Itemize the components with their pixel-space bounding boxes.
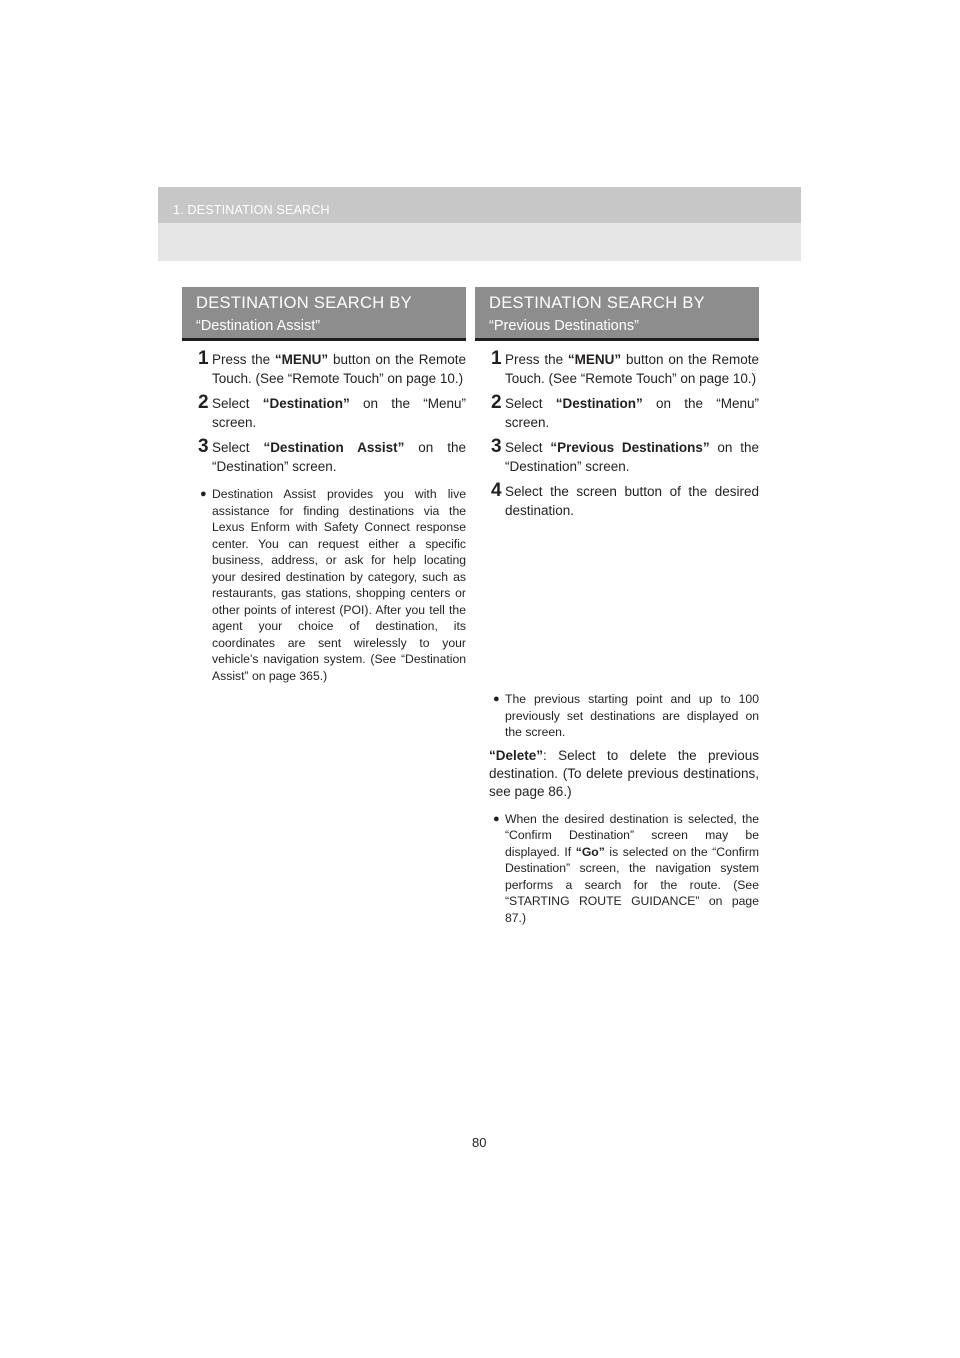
step-text (505, 350, 759, 388)
step-number: 2 (198, 392, 209, 413)
step-text (505, 394, 759, 432)
left-step-1 (182, 350, 466, 388)
left-steps (182, 350, 466, 476)
step-post: button on the Remote Touch. (See “Remote Touch” on page 10.) (505, 352, 759, 386)
bullet-icon: ● (493, 812, 500, 825)
left-note (182, 486, 466, 684)
step-post: button on the Remote Touch. (See “Remote Touch” on page 10.) (212, 352, 466, 386)
step-pre: Select the screen button of the desired destination. (505, 484, 759, 518)
left-step-2 (182, 394, 466, 432)
right-section-title (475, 287, 759, 341)
step-text (212, 350, 466, 388)
left-section-title (182, 287, 466, 341)
right-title-line2: “Previous Destinations” (489, 318, 639, 334)
step-pre: Select (212, 396, 263, 411)
note-post: is selected on the “Confirm Destination” screen, the navigation system performs a search for the route. (See “STARTING ROUTE GUIDANCE” on page 87.) (505, 844, 759, 925)
section-label: 1. DESTINATION SEARCH (173, 203, 330, 217)
step-number: 3 (198, 436, 209, 457)
page-number: 80 (472, 1135, 487, 1150)
left-column (182, 287, 466, 689)
step-pre: Select (505, 396, 556, 411)
note-text: The previous starting point and up to 100 previously set destinations are displayed on the screen. (505, 692, 759, 739)
step-number: 4 (491, 480, 502, 501)
right-notes-2 (475, 811, 759, 927)
delete-text: : Select to delete the previous destination. (To delete previous destinations, see page 86.) (489, 747, 759, 799)
left-title-line1: DESTINATION SEARCH BY (196, 294, 412, 312)
step-pre: Select (212, 440, 264, 455)
step-number: 1 (198, 348, 209, 369)
step-post: on the “Menu” screen. (212, 396, 466, 430)
right-step-3 (475, 438, 759, 476)
delete-paragraph (489, 747, 759, 801)
step-bold: “Previous Destinations” (550, 440, 710, 455)
right-title-line1: DESTINATION SEARCH BY (489, 294, 705, 312)
step-number: 1 (491, 348, 502, 369)
left-notes (182, 486, 466, 684)
step-post: on the “Destination” screen. (505, 440, 759, 474)
note-text: Destination Assist provides you with live assistance for finding destinations via the Lexus Enform with Safety Connect response center. You can request either a specific business, address, or ask for help locating your desired destination by category, such as restaurants, gas stations, shopping centers or other points of interest (POI). After you tell the agent your choice of destination, its coordinates are sent wirelessly to your vehicle’s navigation system. (See “Destination Assist” on page 365.) (212, 487, 466, 683)
header-bar (158, 187, 801, 261)
blank-space (475, 526, 759, 681)
right-step-2 (475, 394, 759, 432)
right-column (475, 287, 759, 931)
left-title-line2: “Destination Assist” (196, 318, 321, 334)
step-bold: “Destination Assist” (263, 440, 405, 455)
step-bold: “Destination” (262, 396, 350, 411)
note-bold: “Go” (575, 844, 605, 859)
step-bold: “MENU” (567, 352, 622, 367)
delete-label: “Delete” (489, 747, 544, 763)
step-post: on the “Destination” screen. (212, 440, 466, 474)
step-number: 3 (491, 436, 502, 457)
right-step-4 (475, 482, 759, 520)
step-post: on the “Menu” screen. (505, 396, 759, 430)
header-top-band (158, 187, 801, 223)
step-text (505, 438, 759, 476)
step-number: 2 (491, 392, 502, 413)
step-pre: Press the (505, 352, 568, 367)
note-pre: When the desired destination is selected, the “Confirm Destination” screen may be displayed. If (505, 811, 759, 859)
right-step-1 (475, 350, 759, 388)
step-text (212, 394, 466, 432)
right-note-2 (475, 811, 759, 927)
step-text (212, 438, 466, 476)
right-note-1 (475, 691, 759, 741)
right-steps (475, 350, 759, 520)
step-pre: Press the (212, 352, 275, 367)
step-text (505, 482, 759, 520)
right-notes (475, 691, 759, 741)
step-bold: “MENU” (274, 352, 329, 367)
step-pre: Select (505, 440, 551, 455)
note-text (505, 812, 759, 925)
step-bold: “Destination” (555, 396, 643, 411)
left-step-3 (182, 438, 466, 476)
bullet-icon: ● (200, 488, 207, 500)
bullet-icon: ● (493, 693, 500, 705)
